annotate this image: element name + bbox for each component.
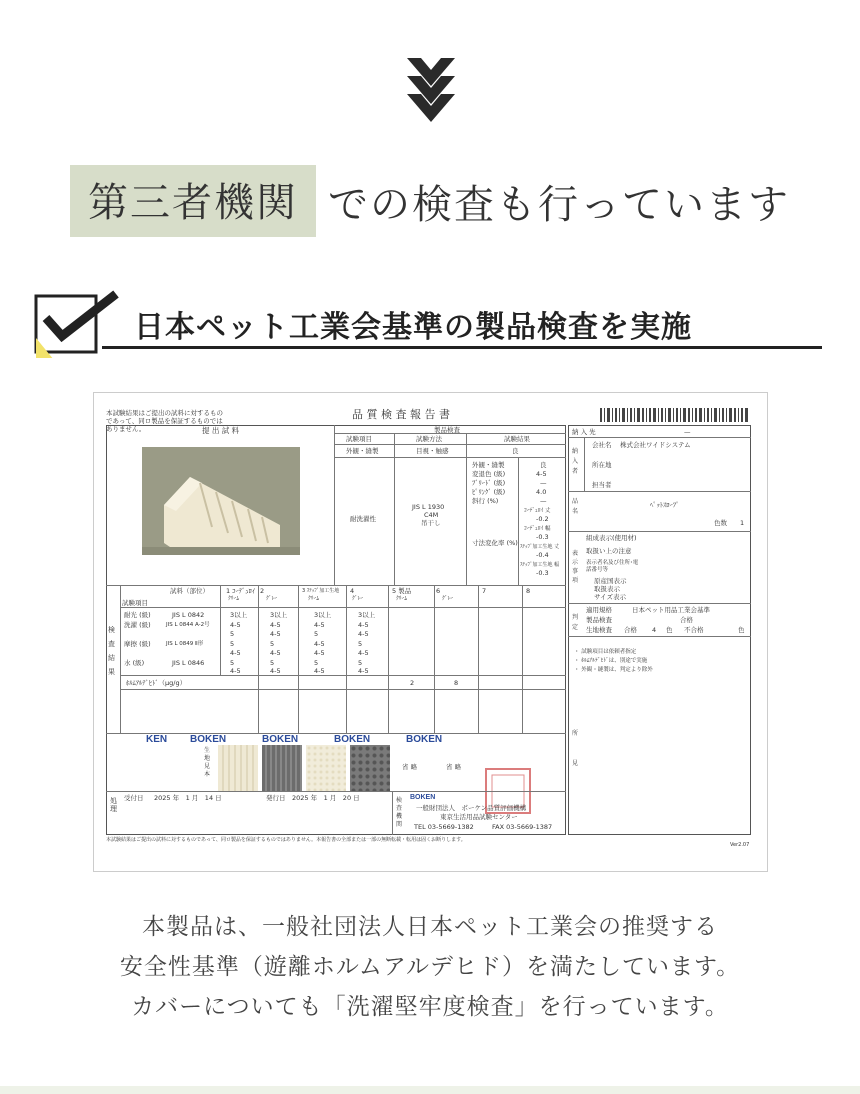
fabric-row-4-v0: 4-5 — [230, 649, 241, 657]
fabric-row-0-method: JIS L 0842 — [172, 611, 205, 619]
fabric-row-1-v0: 4-5 — [230, 621, 241, 629]
fabric-fail: 不合格 — [684, 626, 704, 634]
judge-product: 製品検査 — [586, 616, 612, 624]
inspection-report — [93, 392, 768, 872]
boken-logo-5: BOKEN — [406, 734, 443, 745]
color-value: 1 — [740, 519, 745, 527]
fabric-sub-4: ｸﾘｰﾑ — [396, 596, 408, 602]
fabric-row-1-v2: 4-5 — [314, 621, 325, 629]
fabric-sub-5: ｸﾞﾚｰ — [442, 596, 454, 602]
fabric-header-7: 7 — [482, 587, 487, 595]
company-value: 株式会社ワイドシステム — [620, 441, 691, 449]
method-c4m: C4M — [424, 511, 439, 519]
company-label: 会社名 — [592, 441, 612, 449]
fabric-label: 生地検査 — [586, 626, 612, 634]
formaldehyde-val-0: 2 — [410, 679, 415, 687]
col-method: 試験方法 — [416, 435, 442, 443]
swatch-cream-corduroy — [218, 745, 258, 791]
judge-label: 適用規格 — [586, 606, 612, 614]
fabric-sub-2: ｸﾘｰﾑ — [308, 596, 320, 602]
product-value: ﾍﾟｯﾄｽﾛｰﾌﾟ — [650, 501, 680, 509]
sub-row-3: ﾋﾟﾘﾝｸﾞ (級) — [472, 488, 506, 496]
note-1: ・ ﾎﾙﾑｱﾙﾃﾞﾋﾄﾞは、別途で実施 — [574, 658, 648, 664]
dim-row-0: ｺｰﾃﾞｭﾛｲ 丈 — [524, 508, 551, 514]
row-appearance: 外観・縫製 — [346, 447, 379, 455]
side-label: 検査結果 — [108, 626, 115, 676]
fabric-row-6-v2: 4-5 — [314, 667, 325, 675]
fabric-row-4-v1: 4-5 — [270, 649, 281, 657]
fabric-unit: 色 — [666, 626, 673, 634]
headline-highlight: 第三者機関 — [70, 165, 316, 237]
fabric-header-6: 6 — [436, 587, 441, 595]
display-item-4: 取扱表示 — [594, 585, 620, 593]
fabric-sub-0: ｸﾘｰﾑ — [228, 596, 240, 602]
lab-fax: FAX 03-5669-1387 — [492, 823, 553, 831]
issued-date: 2025 年 1 月 20 日 — [292, 794, 360, 802]
headline-rest: での検査も行っています — [328, 181, 790, 228]
fabric-pass: 合格 — [624, 626, 637, 634]
lab-label: 検査機関 — [396, 797, 403, 828]
judge-pass: 合格 — [680, 616, 693, 624]
address-label: 所在地 — [592, 461, 612, 469]
remarks-label: 所見 — [572, 730, 579, 767]
method-dry: 吊干し — [421, 519, 441, 527]
fabric-row-5-method: JIS L 0846 — [172, 659, 205, 667]
lab-name-1: 一般財団法人 ボーケン品質評価機構 — [416, 804, 527, 812]
fabric-row-3-v1: 5 — [270, 640, 275, 648]
fabric-row-3-label: 摩擦 (級) — [124, 640, 151, 648]
col-item: 試験項目 — [346, 435, 372, 443]
display-item-2: 表示者名及び住所･電話番号等 — [586, 560, 639, 573]
fabric-row-5-label: 水 (級) — [124, 659, 145, 667]
fabric-item-header: 試験項目 — [122, 599, 148, 607]
swatch-cream-step — [306, 745, 346, 791]
sub-row-2: ﾌﾞﾘｰﾄﾞ (級) — [472, 479, 506, 487]
barcode-icon — [600, 408, 750, 422]
fabric-row-1-method: JIS L 0844 A-2号 — [166, 622, 210, 628]
report-notice-top: 本試験結果はご提出の試料に対するものであって、同ロ製品を保証するものではありません。 — [106, 409, 223, 433]
lab-name-2: 東京生活用品試験センター — [440, 813, 518, 821]
fabric-header-4: 4 — [350, 587, 355, 595]
fabric-sub-3: ｸﾞﾚｰ — [352, 596, 364, 602]
fabric-row-6-v0: 4-5 — [230, 667, 241, 675]
boken-logo-2: BOKEN — [190, 734, 227, 745]
swatch-gray-step — [350, 745, 390, 791]
dim-val-3: -0.3 — [536, 569, 549, 577]
subheading-text: 日本ペット工業会基準の製品検査を実施 — [134, 310, 692, 345]
fabric-row-5-v2: 5 — [314, 659, 319, 667]
dim-row-2: ｽﾃｯﾌﾟ加工生地 丈 — [520, 544, 560, 550]
swatch-gray-corduroy — [262, 745, 302, 791]
product-photo — [142, 447, 300, 555]
product-test-header: 製品検査 — [434, 426, 460, 434]
body-text — [0, 907, 860, 1027]
method-visual: 目視・触感 — [416, 447, 449, 455]
sub-row-0: 外観・縫製 — [472, 461, 505, 469]
sub-row-1: 変退色 (級) — [472, 470, 506, 478]
omit-1: 省 略 — [402, 763, 418, 771]
dim-row-3: ｽﾃｯﾌﾟ加工生地 幅 — [520, 562, 560, 568]
fabric-row-4-v2: 4-5 — [314, 649, 325, 657]
formaldehyde-val-1: 8 — [454, 679, 459, 687]
sub-val-0: 良 — [540, 461, 547, 469]
boken-logo-3: BOKEN — [262, 734, 299, 745]
row-wash: 耐洗濯性 — [350, 515, 376, 523]
fabric-row-3-v3: 5 — [358, 640, 363, 648]
body-line-3: カバーについても「洗濯堅牢度検査」を行っています。 — [131, 994, 729, 1020]
fabric-row-0-v1: 3以上 — [270, 611, 288, 619]
sub-val-4: — — [540, 497, 547, 505]
fabric-sub-1: ｸﾞﾚｰ — [266, 596, 278, 602]
bottom-band — [0, 1086, 860, 1094]
footer-notice: 本試験結果はご提出の試料に対するものであって、同ロ製品を保証するものではありません。本報告書の全部または一部の無断転載・転用は固くお断りします。 — [106, 837, 466, 843]
person-label: 担当者 — [592, 481, 612, 489]
recipient-value: — — [684, 428, 691, 436]
sample-view-label: 生地見本 — [204, 747, 211, 778]
note-2: ・ 外観・縫製は、判定より除外 — [574, 667, 653, 673]
fabric-header-5: 5 製品 — [392, 587, 412, 595]
judge-value: 日本ペット用品工業会基準 — [632, 606, 710, 614]
boken-logo-1: KEN — [146, 734, 168, 745]
fabric-count: 4 — [652, 626, 657, 634]
boken-logo-lab: BOKEN — [410, 794, 436, 801]
issued-label: 発行日 — [266, 794, 286, 802]
note-0: ・ 試験項目は依頼者指定 — [574, 649, 637, 655]
fabric-header-0: 試料（部位） — [170, 587, 209, 595]
fabric-row-2-v1: 4-5 — [270, 630, 281, 638]
fabric-fail-unit: 色 — [738, 626, 745, 634]
fabric-row-6-v3: 4-5 — [358, 667, 369, 675]
display-item-3: 原産国表示 — [594, 577, 627, 585]
recipient-label: 納 入 先 — [572, 428, 596, 436]
display-item-1: 取扱い上の注意 — [586, 547, 632, 555]
lab-tel: TEL 03-5669-1382 — [414, 823, 474, 831]
dim-val-0: -0.2 — [536, 515, 549, 523]
fabric-row-4-v3: 4-5 — [358, 649, 369, 657]
col-result: 試験結果 — [504, 435, 530, 443]
sample-label: 提 出 試 料 — [202, 426, 240, 435]
sub-val-3: 4.0 — [536, 488, 547, 496]
boken-logo-4: BOKEN — [334, 734, 371, 745]
sub-val-2: — — [540, 479, 547, 487]
dim-row-1: ｺｰﾃﾞｭﾛｲ 幅 — [524, 526, 551, 532]
fabric-row-0-v3: 3以上 — [358, 611, 376, 619]
headline — [0, 165, 860, 237]
method-jis: JIS L 1930 — [412, 503, 445, 511]
display-side: 表示事項 — [572, 550, 579, 584]
fabric-row-6-v1: 4-5 — [270, 667, 281, 675]
result-good: 良 — [512, 447, 519, 455]
sub-val-1: 4-5 — [536, 470, 547, 478]
sub-row-5: 寸法変化率 (%) — [472, 539, 518, 547]
dim-val-2: -0.4 — [536, 551, 549, 559]
sub-row-4: 斜行 (%) — [472, 497, 499, 505]
body-line-1: 本製品は、一般社団法人日本ペット工業会の推奨する — [142, 914, 718, 940]
color-label: 色数 — [714, 519, 727, 527]
fabric-row-3-method: JIS L 0849 Ⅱ形 — [166, 641, 204, 647]
received-date: 2025 年 1 月 14 日 — [154, 794, 222, 802]
fabric-row-5-v0: 5 — [230, 659, 235, 667]
fabric-row-5-v3: 5 — [358, 659, 363, 667]
fabric-row-1-v1: 4-5 — [270, 621, 281, 629]
fabric-row-0-label: 耐光 (級) — [124, 611, 151, 619]
fabric-row-2-v0: 5 — [230, 630, 235, 638]
process-label: 処理 — [110, 797, 117, 813]
fabric-row-5-v1: 5 — [270, 659, 275, 667]
subheading-block — [32, 288, 822, 356]
fabric-header-8: 8 — [526, 587, 531, 595]
fabric-row-3-v2: 4-5 — [314, 640, 325, 648]
fabric-header-1: 1 ｺｰﾃﾞｭﾛｲ — [226, 587, 255, 595]
fabric-row-2-v3: 4-5 — [358, 630, 369, 638]
fabric-header-3: 3 ｽﾃｯﾌﾟ加工生地 — [302, 588, 340, 594]
display-item-0: 組成表示(使用材) — [586, 534, 637, 542]
formaldehyde-label: ﾎﾙﾑｱﾙﾃﾞﾋﾄﾞ（μg/g） — [126, 679, 187, 687]
double-chevron-down-icon — [407, 58, 455, 122]
fabric-row-0-v0: 3以上 — [230, 611, 248, 619]
dim-val-1: -0.3 — [536, 533, 549, 541]
version: Ver2.07 — [730, 842, 750, 848]
judge-side: 判定 — [572, 614, 579, 631]
display-item-5: サイズ表示 — [594, 593, 626, 601]
subheading-underline — [102, 346, 822, 349]
body-line-2: 安全性基準（遊離ホルムアルデヒド）を満たしています。 — [119, 954, 741, 980]
recipient-side: 納入者 — [572, 448, 579, 475]
product-label: 品名 — [572, 498, 579, 515]
fabric-header-2: 2 — [260, 587, 265, 595]
fabric-row-1-label: 洗濯 (級) — [124, 621, 151, 629]
fabric-row-3-v0: 5 — [230, 640, 235, 648]
fabric-row-1-v3: 4-5 — [358, 621, 369, 629]
received-label: 受付日 — [124, 794, 144, 802]
omit-2: 省 略 — [446, 763, 462, 771]
report-title: 品 質 検 査 報 告 書 — [352, 408, 450, 421]
fabric-row-0-v2: 3以上 — [314, 611, 332, 619]
fabric-row-2-v2: 5 — [314, 630, 319, 638]
